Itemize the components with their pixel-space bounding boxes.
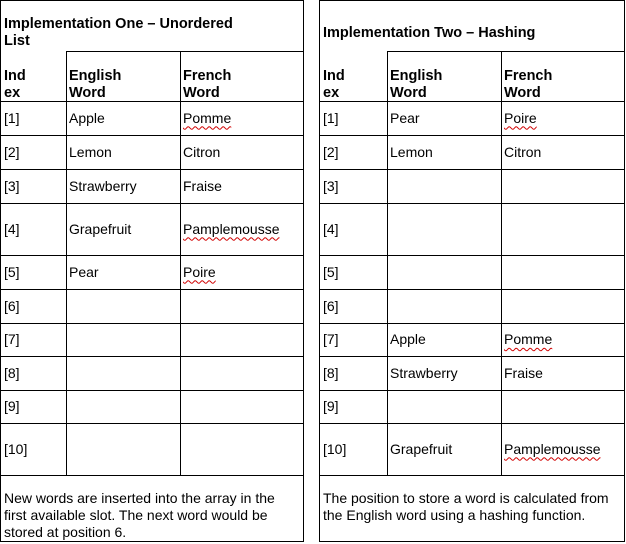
row-divider [0,135,304,136]
index-cell: [3] [4,177,20,194]
english-word-cell: Pear [69,263,99,280]
french-word-cell: Citron [183,143,221,160]
french-word-header: French Word [183,68,232,101]
table-border-right [303,0,304,541]
table-title: Implementation One – Unordered List [4,16,233,49]
row-divider [319,390,625,391]
english-word-cell: Grapefruit [69,220,132,237]
english-word-cell: Lemon [390,143,433,160]
row-divider [66,51,304,52]
spellcheck-flagged-word: Poire [183,263,216,280]
row-divider [0,289,304,290]
english-word-header: English Word [69,68,122,101]
row-divider [319,323,625,324]
index-cell: [8] [323,364,339,381]
index-cell: [2] [323,143,339,160]
french-word-cell [504,331,592,348]
index-cell: [6] [4,297,20,314]
spellcheck-flagged-word: Pomme [183,109,232,126]
row-divider [319,169,625,170]
index-cell: [1] [4,109,20,126]
row-divider [319,101,625,102]
index-cell: [5] [4,263,20,280]
french-word-header: French Word [504,68,553,101]
spellcheck-flagged-word: Pomme [504,331,553,347]
table-footer-note: New words are inserted into the array in the first available slot. The next word would be stored at position 6. [4,490,275,540]
index-cell: [7] [323,331,339,347]
french-word-cell: Fraise [504,364,543,381]
row-divider [0,423,304,424]
row-divider [319,203,625,204]
index-cell: [1] [323,109,339,126]
row-divider [319,475,625,476]
row-divider [319,255,625,256]
hashing-table [319,0,626,544]
french-word-cell [183,110,271,127]
index-cell: [9] [323,398,339,414]
unordered-list-table [0,0,305,544]
row-divider [0,101,304,102]
index-cell: [2] [4,143,20,160]
table-border-right [624,0,625,541]
row-divider [0,169,304,170]
table-border-bottom [0,541,304,542]
english-word-cell: Apple [390,331,426,347]
index-cell: [4] [323,220,339,237]
column-divider [501,51,502,475]
french-word-cell [504,440,601,458]
spellcheck-flagged-word: Pamplemousse [183,220,280,237]
table-border-top [319,0,625,1]
index-header: Ind ex [4,68,26,101]
row-divider [0,323,304,324]
row-divider [0,390,304,391]
row-divider [387,51,625,52]
row-divider [319,289,625,290]
table-border-left [319,0,320,541]
index-cell: [7] [4,331,20,347]
column-divider [180,51,181,475]
column-divider [387,51,388,475]
index-cell: [3] [323,177,339,194]
row-divider [0,203,304,204]
french-word-cell [504,110,592,127]
table-border-left [0,0,1,541]
english-word-cell: Pear [390,109,420,126]
index-cell: [10] [323,440,347,457]
row-divider [319,135,625,136]
french-word-cell [183,264,271,281]
spellcheck-flagged-word: Pamplemousse [504,440,601,457]
index-cell: [10] [4,440,28,457]
table-border-top [0,0,304,1]
french-word-cell [183,220,280,238]
french-word-cell: Fraise [183,177,222,194]
table-footer-note: The position to store a word is calculated from the English word using a hashing function. [323,490,609,523]
english-word-cell: Grapefruit [390,440,453,457]
column-divider [66,51,67,475]
english-word-cell: Lemon [69,143,112,160]
row-divider [0,356,304,357]
row-divider [319,356,625,357]
english-word-header: English Word [390,68,443,101]
table-title: Implementation Two – Hashing [323,25,536,41]
index-header: Ind ex [323,68,345,101]
english-word-cell: Strawberry [69,177,137,194]
row-divider [319,423,625,424]
index-cell: [5] [323,263,339,280]
english-word-cell: Apple [69,109,105,126]
index-cell: [4] [4,220,20,237]
index-cell: [6] [323,297,339,314]
english-word-cell: Strawberry [390,364,458,381]
table-border-bottom [319,541,625,542]
index-cell: [8] [4,364,20,381]
row-divider [0,255,304,256]
french-word-cell: Citron [504,143,542,160]
spellcheck-flagged-word: Poire [504,109,537,126]
row-divider [0,475,304,476]
index-cell: [9] [4,398,20,414]
